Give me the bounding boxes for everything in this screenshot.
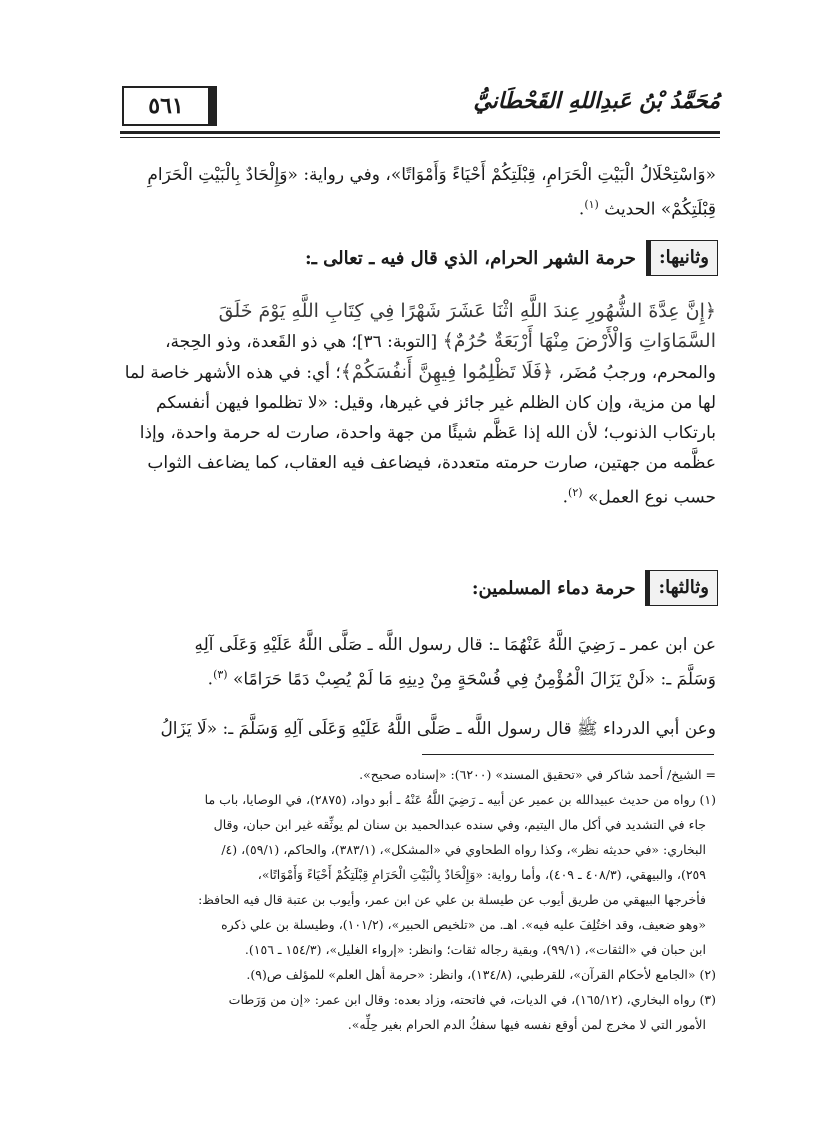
text-line: عن ابن عمر ـ رَضِيَ اللَّهُ عَنْهُمَا ـ: قال رسول اللَّه ـ صَلَّى اللَّهُ عَلَيْهِ وَعَلَى آلِهِ <box>194 635 716 655</box>
text-line-part: حسب نوع العمل» <box>587 487 716 508</box>
text-line: لها من مزية، وإن كان الظلم غير جائز في غيرها، وقيل: «لا تظلموا فيهن أنفسكم <box>156 393 716 413</box>
text-line: حسب نوع العمل» $^{(٢)}$. <box>562 486 716 508</box>
footnote-ref: (١) <box>584 198 599 211</box>
paragraph-ibn-umar <box>112 630 716 695</box>
paragraph-hadith-continuation <box>112 160 716 225</box>
text-line: «وَاسْتِحْلَالُ الْبَيْتِ الْحَرَامِ، قِبْلَتِكُمْ أَحْيَاءً وَأَمْوَاتًا»، وفي رواية: «وَإِلْحَادٌ بِالْبَيْتِ الْحَرَامِ <box>147 165 716 185</box>
quran-verse: ﴿فَلَا تَظْلِمُوا فِيهِنَّ أَنفُسَكُمْ﴾ <box>340 361 554 383</box>
heading-label-box: وثانيها: <box>646 240 718 276</box>
footnote-2: (٢) «الجامع لأحكام القرآن»، للقرطبي، (١٣٤/٨)، وانظر: «حرمة أهل العلم» للمؤلف ص(٩). <box>246 967 716 982</box>
heading-label-box: وثالثها: <box>645 570 718 606</box>
footnotes <box>118 762 716 1037</box>
text-line: عظَّمه من جهتين، صارت حرمته متعددة، فيضاعف فيه العقاب، كما يضاعف الثواب <box>147 453 716 473</box>
text-line: وعن أبي الدرداء ﷺ قال رسول اللَّه ـ صَلَّى اللَّهُ عَلَيْهِ وَعَلَى آلِهِ وَسَلَّمَ ـ: «لَا يَزَالُ <box>160 719 716 739</box>
text-line <box>112 357 716 388</box>
header-rule-thick <box>120 131 720 134</box>
footnote-1-line: «وهو ضعيف، وقد اختُلِفَ عليه فيه». اهـ. من «تلخيص الحبير»، (١٠١/٢)، وطيسلة بن علي ذكره <box>221 917 706 932</box>
heading-title: حرمة دماء المسلمين: <box>471 577 636 599</box>
section-heading-2 <box>305 240 718 276</box>
text-line-part: [التوبة: ٣٦]؛ هي ذو القَعدة، وذو الحِجة، <box>165 332 443 352</box>
footnote-separator <box>422 754 714 755</box>
running-header-author: مُحَمَّدُ بْنُ عَبدِاللهِ القَحْطَانيُّ <box>473 88 720 114</box>
text-line-part: قِبْلَتِكُمْ» الحديث <box>604 199 716 220</box>
footnote-continuation: = الشيخ/ أحمد شاكر في «تحقيق المسند» (٦٢٠٠): «إسناده صحيح». <box>359 767 716 782</box>
footnote-1-line: (١) رواه من حديث عبيدالله بن عمير عن أبيه ـ رَضِيَ اللَّهُ عَنْهُ ـ أبو دواد، (٢٨٧٥)، في الوصايا، باب ما <box>204 792 716 807</box>
text-line-part: والمحرم، ورجبُ مُضَر، <box>553 363 716 383</box>
text-line: وَسَلَّمَ ـ: «لَنْ يَزَالَ الْمُؤْمِنُ فِي فُسْحَةٍ مِنْ دِينِهِ مَا لَمْ يُصِبْ دَمًا حَرَامًا» $^{(٣)}$. <box>207 668 716 690</box>
footnote-1-line: جاء في التشديد في أكل مال اليتيم، وفي سنده عبدالحميد بن سنان لم يوثِّقه غير ابن حبان، وقال <box>213 817 706 832</box>
paragraph-abu-darda <box>112 714 716 744</box>
text-line <box>112 326 716 357</box>
text-line-part: وَسَلَّمَ ـ: «لَنْ يَزَالَ الْمُؤْمِنُ فِي فُسْحَةٍ مِنْ دِينِهِ مَا لَمْ يُصِبْ دَمًا حَرَامًا» <box>233 669 716 690</box>
header-rule-thin <box>120 137 720 138</box>
footnote-ref: (٣) <box>213 668 228 681</box>
page-number: ٥٦١ <box>148 93 184 119</box>
section-heading-3 <box>472 570 718 606</box>
footnote-3-line: (٣) رواه البخاري، (١٦٥/١٢)، في الديات، في فاتحته، وزاد بعده: وقال ابن عمر: «إن من وَرَطات <box>228 992 716 1007</box>
footnote-3-line: الأمور التي لا مخرج لمن أوقع نفسه فيها سفكُ الدم الحرام بغير حِلِّه». <box>347 1017 706 1032</box>
text-line: قِبْلَتِكُمْ» الحديث $^{(١)}$. <box>578 198 716 220</box>
footnote-1-line: ابن حبان في «الثقات»، (٩٩/١)، وبقية رجاله ثقات؛ وانظر: «إرواء الغليل»، (١٥٤/٣ ـ ١٥٦). <box>244 942 706 957</box>
footnote-1-line: ٢٥٩)، والبيهقي، (٤٠٨/٣ ـ ٤٠٩)، وأما رواية: «وَإِلْحَادٌ بِالْبَيْتِ الْحَرَامِ قِبْلَتِكُمْ أَحْيَاءً وَأَمْوَاتًا»، <box>257 867 706 882</box>
text-line: بارتكاب الذنوب؛ لأن الله إذا عَظَّم شيئًا من جهة واحدة، صارت له حرمة واحدة، وإذا <box>139 423 716 443</box>
paragraph-sacred-month <box>112 296 716 513</box>
page-number-box <box>122 86 217 126</box>
text-line-part: ؛ أي: في هذه الأشهر خاصة لما <box>124 363 341 383</box>
footnote-ref: (٢) <box>568 486 583 499</box>
footnote-1-line: فأخرجها البيهقي من طريق أيوب عن طيسلة بن علي عن ابن عمر، وأيوب بن عتبة قال فيه الحافظ: <box>198 892 706 907</box>
quran-verse: السَّمَاوَاتِ وَالْأَرْضَ مِنْهَا أَرْبَعَةٌ حُرُمٌ﴾ <box>442 330 716 352</box>
footnote-1-line: البخاري: «في حديثه نظر»، وكذا رواه الطحاوي في «المشكل»، (٣٨٣/١)، والحاكم، (٥٩/١)، (٤/ <box>221 842 706 857</box>
quran-verse-line: ﴿إِنَّ عِدَّةَ الشُّهُورِ عِندَ اللَّهِ اثْنَا عَشَرَ شَهْرًا فِي كِتَابِ اللَّهِ يَوْمَ خَلَقَ <box>218 300 716 322</box>
heading-title: حرمة الشهر الحرام، الذي قال فيه ـ تعالى ـ: <box>304 247 636 269</box>
